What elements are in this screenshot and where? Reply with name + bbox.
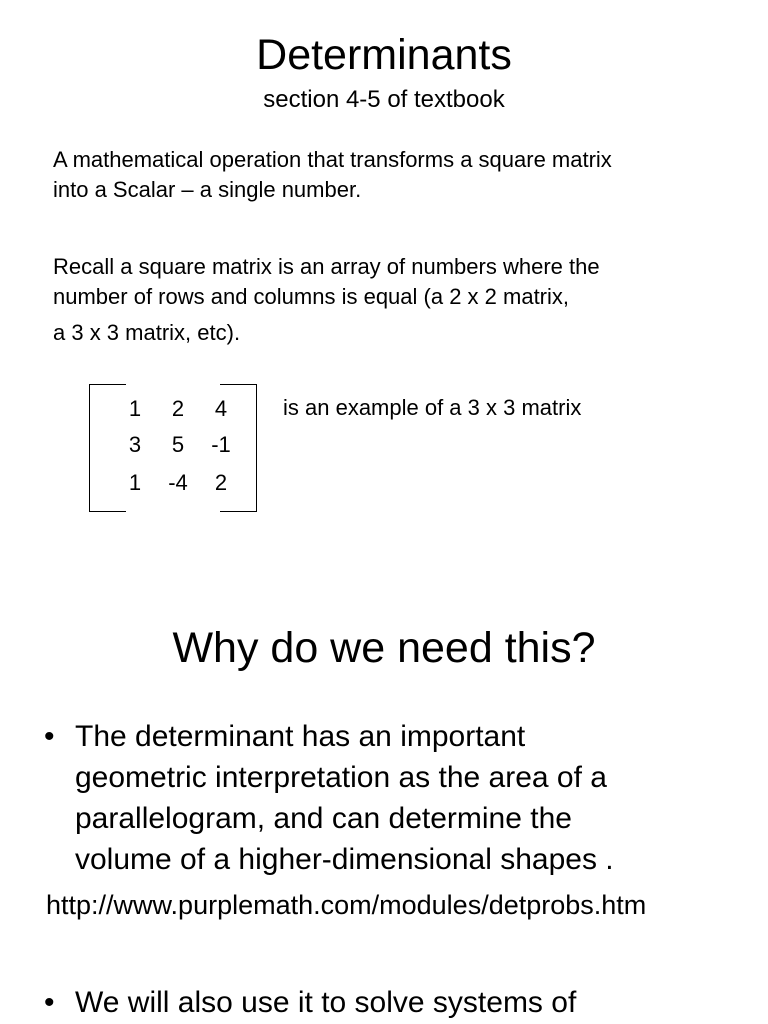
definition-line: into a Scalar – a single number.: [53, 177, 362, 202]
bullet-dot: •: [44, 986, 55, 1019]
bullet-line: We will also use it to solve systems of: [75, 986, 577, 1019]
recall-line: number of rows and columns is equal (a 2 x 2 matrix,: [53, 284, 570, 309]
bullet-dot: •: [44, 720, 55, 753]
matrix-cell: 4: [214, 396, 228, 421]
definition-line: A mathematical operation that transforms a square matrix: [53, 147, 612, 172]
bullet-line: parallelogram, and can determine the: [75, 802, 572, 835]
definition-paragraph: [53, 145, 612, 205]
matrix-cell: 3: [128, 432, 142, 457]
recall-line: a 3 x 3 matrix, etc).: [53, 320, 241, 345]
bullet-line: geometric interpretation as the area of a: [75, 761, 607, 794]
matrix-cell: -1: [211, 432, 231, 457]
purplemath-link[interactable]: http://www.purplemath.com/modules/detprobs.htm: [46, 890, 647, 920]
bullet-text: [75, 982, 576, 1023]
bullet-line: The determinant has an important: [75, 720, 526, 753]
matrix-cell: 5: [171, 432, 185, 457]
example-matrix: [89, 384, 257, 512]
matrix-cell: -4: [168, 470, 188, 495]
page-title: Determinants: [256, 31, 512, 79]
matrix-cell: 2: [214, 470, 228, 495]
matrix-cell: 1: [128, 470, 142, 495]
matrix-cell: 2: [171, 396, 185, 421]
matrix-cell: 1: [128, 396, 142, 421]
recall-paragraph: [53, 252, 600, 348]
bullet-line: volume of a higher-dimensional shapes .: [75, 843, 614, 876]
recall-line: Recall a square matrix is an array of numbers where the: [53, 254, 600, 279]
matrix-caption: is an example of a 3 x 3 matrix: [283, 395, 582, 420]
page-subtitle: section 4-5 of textbook: [263, 86, 505, 113]
bullet-text: [75, 716, 614, 880]
section-heading: Why do we need this?: [172, 624, 596, 672]
